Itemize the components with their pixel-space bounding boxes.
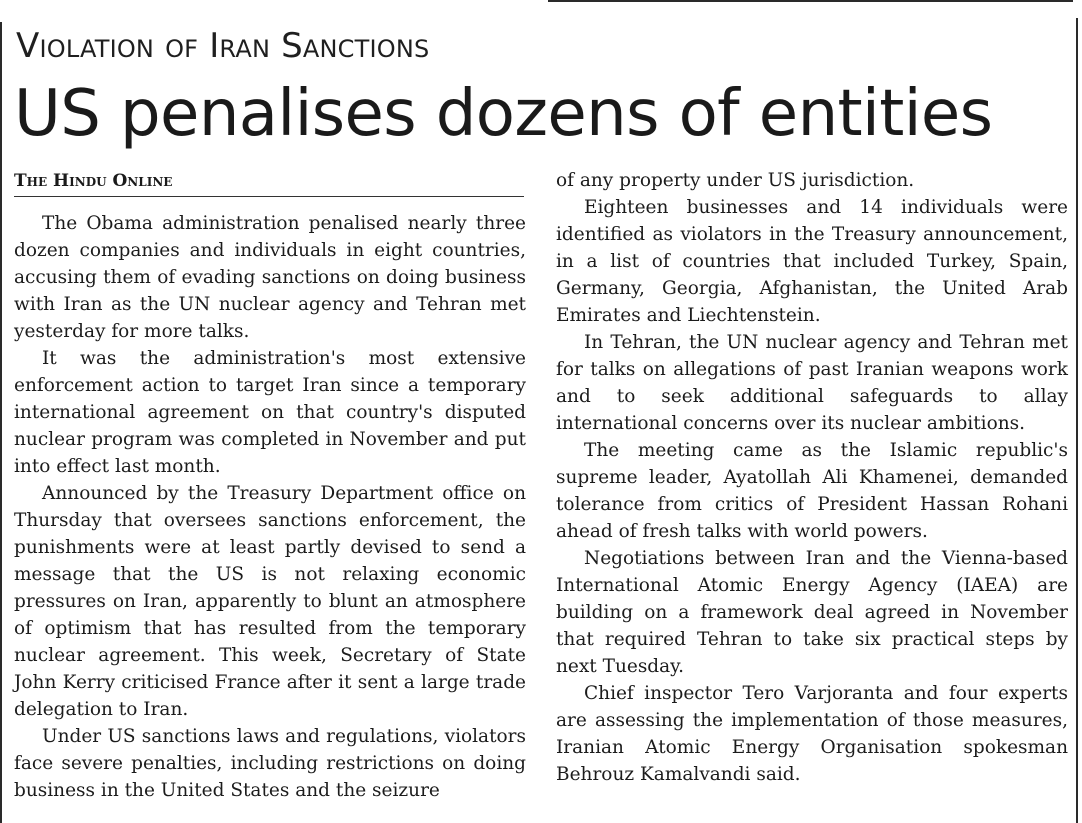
right-border-rule <box>1076 18 1078 823</box>
paragraph: Eighteen businesses and 14 individuals were identified as violators in the Treasury announcement, in a list of countries that included Turkey, Spain, Germany, Georgia, Afghanistan, the United Arab Emirates and Liechtenstein. <box>556 197 1068 326</box>
article-kicker: Violation of Iran Sanctions <box>16 26 430 66</box>
paragraph: Negotiations between Iran and the Vienna-based International Atomic Energy Agency (IAEA) are building on a framework deal agreed in November that required Tehran to take six practical steps by next Tuesday. <box>556 548 1068 677</box>
article-byline: The Hindu Online <box>14 168 524 197</box>
paragraph: Announced by the Treasury Department office on Thursday that oversees sanctions enforcement, the punishments were at least partly devised to send a message that the US is not relaxing economic pressures on Iran, apparently to blunt an atmosphere of optimism that has resulted from the temporary nuclear agreement. This week, Secretary of State John Kerry criticised France after it sent a large trade delegation to Iran. <box>14 483 526 720</box>
paragraph: The meeting came as the Islamic republic's supreme leader, Ayatollah Ali Khamenei, demanded tolerance from critics of President Hassan Rohani ahead of fresh talks with world powers. <box>556 440 1068 542</box>
top-border-rule <box>548 0 1073 2</box>
left-border-rule <box>0 22 2 823</box>
paragraph: It was the administration's most extensive enforcement action to target Iran since a temporary international agreement on that country's disputed nuclear program was completed in November and put into effect last month. <box>14 348 526 477</box>
paragraph: Chief inspector Tero Varjoranta and four experts are assessing the implementation of those measures, Iranian Atomic Energy Organisation spokesman Behrouz Kamalvandi said. <box>556 683 1068 785</box>
article-column-1 <box>14 210 526 804</box>
paragraph: The Obama administration penalised nearly three dozen companies and individuals in eight countries, accusing them of evading sanctions on doing business with Iran as the UN nuclear agency and Tehran met yesterday for more talks. <box>14 213 526 342</box>
article-headline: US penalises dozens of entities <box>14 77 993 151</box>
paragraph: In Tehran, the UN nuclear agency and Tehran met for talks on allegations of past Iranian weapons work and to seek additional safeguards to allay international concerns over its nuclear ambitions. <box>556 332 1068 434</box>
paragraph-continued: of any property under US jurisdiction. <box>556 170 915 191</box>
article-column-2 <box>556 167 1068 788</box>
paragraph: Under US sanctions laws and regulations, violators face severe penalties, including restrictions on doing business in the United States and the seizure <box>14 726 526 801</box>
